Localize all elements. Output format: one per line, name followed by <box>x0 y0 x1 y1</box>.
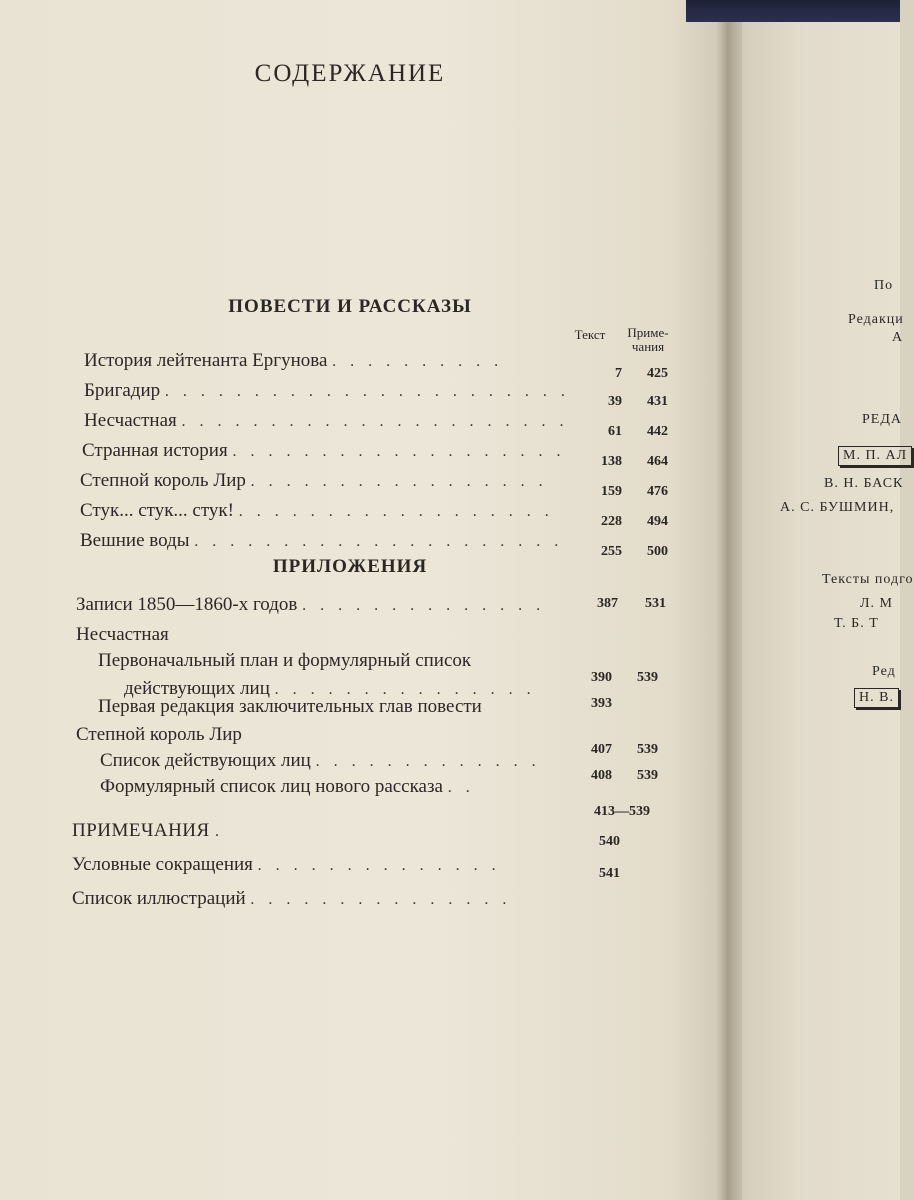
page-number-text: 407 <box>591 742 612 757</box>
toc-entry: Несчастная . . . . . . . . . . . . . . . . . . . . . . <box>84 410 569 431</box>
right-line-2: Редакци <box>848 312 904 327</box>
page-number-notes: 539 <box>637 670 658 685</box>
page-number-text: 390 <box>591 670 612 685</box>
column-head-notes-2: чания <box>631 339 665 354</box>
column-head-text: Текст <box>574 327 606 342</box>
toc-entry: Записи 1850—1860-х годов . . . . . . . . . . . . . . <box>76 594 546 615</box>
toc-entry: Список действующих лиц . . . . . . . . . . . . . <box>100 750 541 771</box>
page-number-notes: 531 <box>645 596 666 611</box>
page-number-text: 61 <box>608 424 622 439</box>
section-title-appendix: ПРИЛОЖЕНИЯ <box>272 556 428 577</box>
right-line-6: В. Н. БАСК <box>824 476 904 491</box>
page-number-text: 138 <box>601 454 622 469</box>
toc-entry: Формулярный список лиц нового рассказа . . <box>100 776 475 797</box>
page-number-text: 393 <box>591 696 612 711</box>
page-number-text: 228 <box>601 514 622 529</box>
toc-entry: История лейтенанта Ергунова . . . . . . . . . . <box>84 350 504 371</box>
toc-entry: Бригадир . . . . . . . . . . . . . . . . . . . . . . . <box>84 380 570 401</box>
toc-entry: Степной король Лир <box>76 724 242 745</box>
toc-entry: Условные сокращения . . . . . . . . . . . . . . <box>72 854 501 875</box>
toc-entry: Степной король Лир . . . . . . . . . . . . . . . . . <box>80 470 548 491</box>
page-number-notes: 500 <box>647 544 668 559</box>
toc-entry: Первоначальный план и формулярный список <box>98 650 472 671</box>
section-title-stories: ПОВЕСТИ И РАССКАЗЫ <box>228 296 472 317</box>
right-page <box>742 0 914 1200</box>
right-line-1: По <box>874 278 894 293</box>
toc-entry: Список иллюстраций . . . . . . . . . . . . . . . <box>72 888 512 909</box>
right-line-11: Ред <box>872 664 896 679</box>
page-number: 541 <box>599 866 620 881</box>
page-number-text: 39 <box>608 394 622 409</box>
right-line-9: Л. М <box>860 596 893 611</box>
right-line-8: Тексты подго <box>822 572 914 587</box>
column-head-notes-1: Приме- <box>627 325 669 340</box>
toc-entry: Вешние воды . . . . . . . . . . . . . . . . . . . . . <box>80 530 564 551</box>
page-number-text: 255 <box>601 544 622 559</box>
page-number-notes: 442 <box>647 424 668 439</box>
page-number-notes: 431 <box>647 394 668 409</box>
right-line-7: А. С. БУШМИН, <box>780 500 895 515</box>
page-number-text: 159 <box>601 484 622 499</box>
page-number-notes: 494 <box>647 514 668 529</box>
right-line-3: А <box>892 330 904 345</box>
toc-entry: Первая редакция заключительных глав повести <box>98 696 482 717</box>
page-number-notes: 539 <box>637 768 658 783</box>
page-number-notes: 464 <box>647 454 668 469</box>
page-range: 413—539 <box>594 804 650 819</box>
page-number-text: 408 <box>591 768 612 783</box>
toc-entry: Странная история . . . . . . . . . . . . . . . . . . . <box>82 440 566 461</box>
right-line-10: Т. Б. Т <box>834 616 879 631</box>
toc-entry: Несчастная <box>76 624 169 645</box>
right-line-4: РЕДА <box>862 412 902 427</box>
page-number-notes: 425 <box>647 366 668 381</box>
right-line-12: Н. В. <box>854 688 899 708</box>
toc-entry: Стук... стук... стук! . . . . . . . . . . . . . . . . . . <box>80 500 554 521</box>
right-line-5: М. П. АЛ <box>838 446 912 466</box>
page-number-notes: 476 <box>647 484 668 499</box>
page-number-text: 387 <box>597 596 618 611</box>
page-number-text: 7 <box>615 366 622 381</box>
page-number-notes: 539 <box>637 742 658 757</box>
toc-entry: ПРИМЕЧАНИЯ . <box>72 820 224 841</box>
book-cover-edge <box>686 0 900 22</box>
page-number: 540 <box>599 834 620 849</box>
toc-entry: действующих лиц . . . . . . . . . . . . . . . <box>124 678 536 699</box>
book-gutter <box>716 0 742 1200</box>
page-title: СОДЕРЖАНИЕ <box>254 60 446 87</box>
